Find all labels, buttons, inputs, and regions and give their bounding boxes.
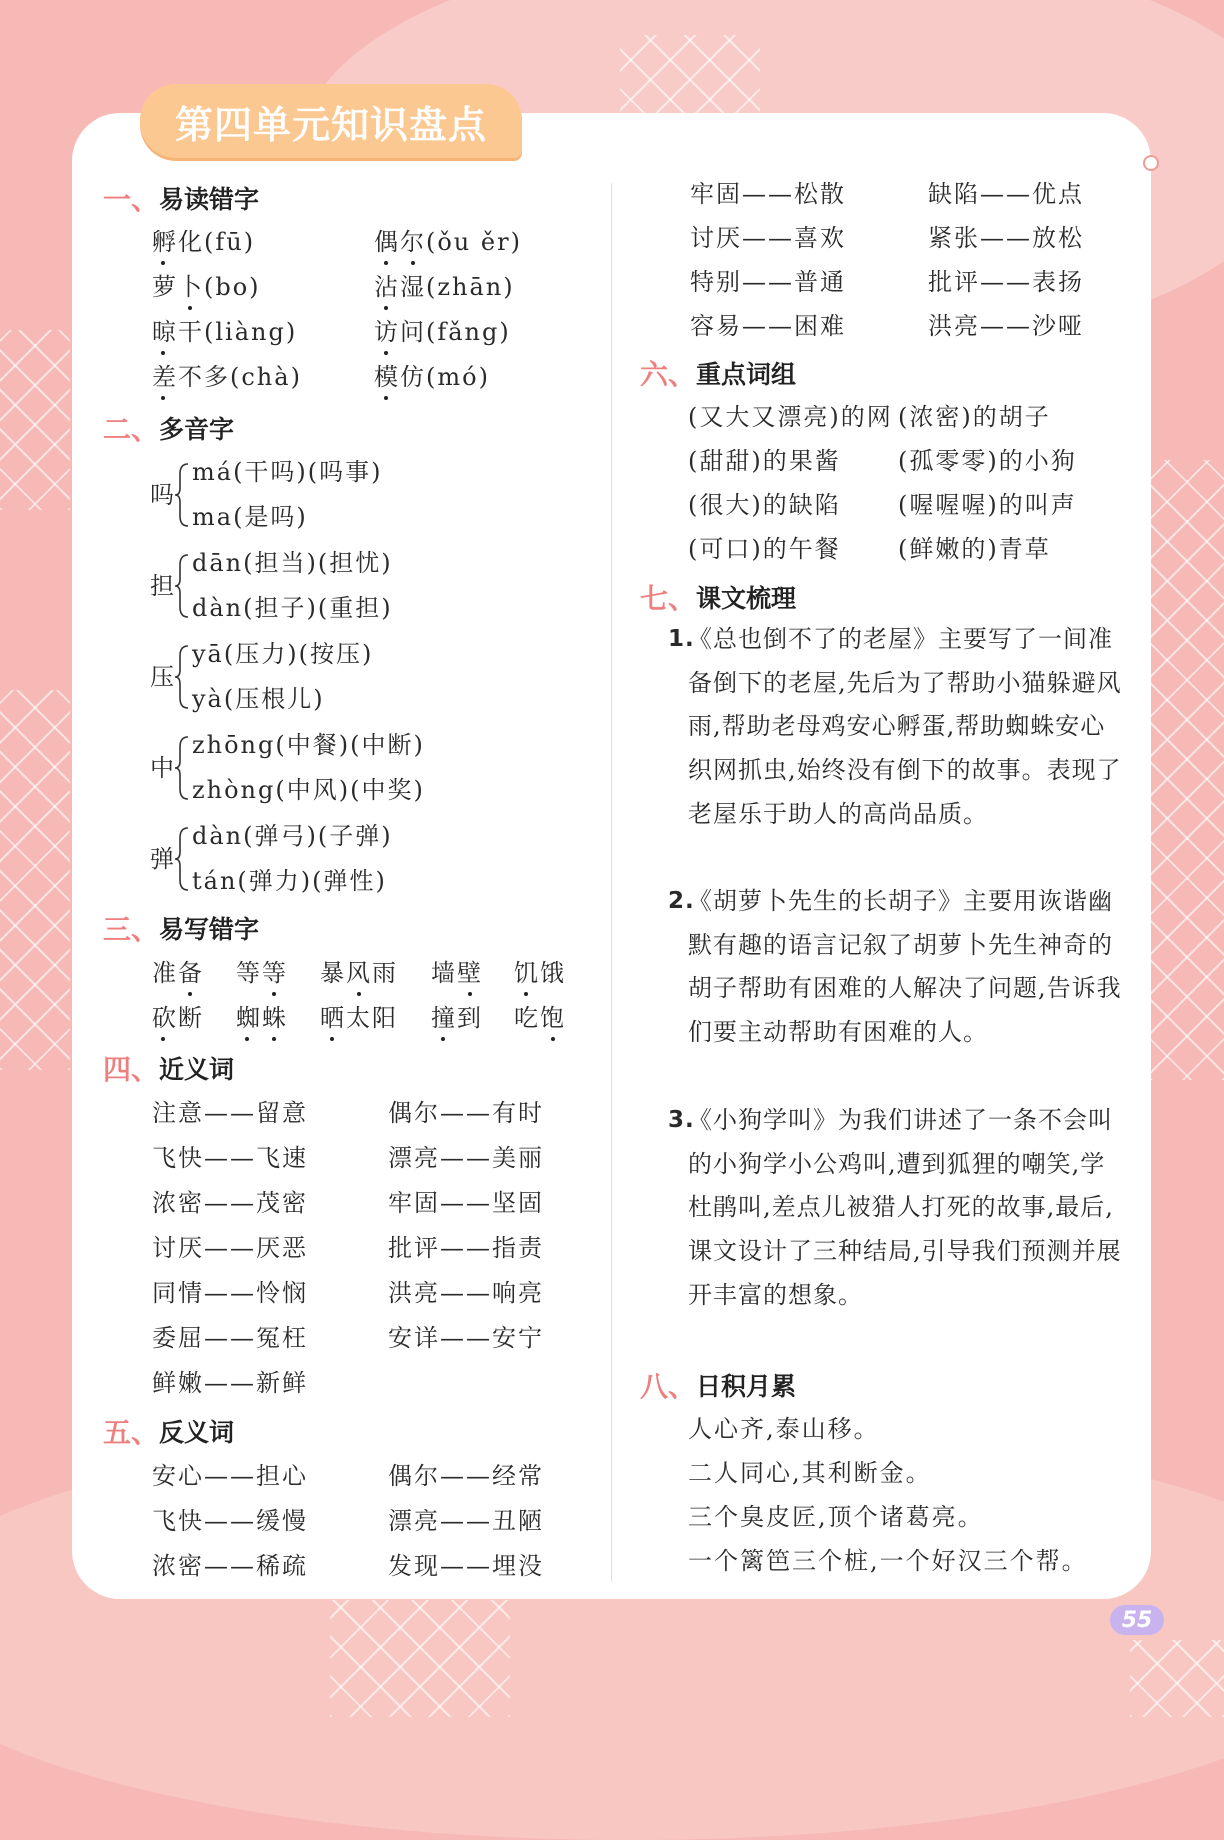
list-item: 准备 — [152, 959, 204, 987]
list-item: 模仿(mó) — [374, 363, 490, 391]
section-title: 多音字 — [159, 415, 235, 444]
list-item: (很大)的缺陷 — [688, 491, 841, 519]
polyphone-char: 吗 — [150, 481, 174, 509]
section-number: 四、 — [103, 1053, 160, 1086]
list-item: 飞快——缓慢 — [152, 1507, 308, 1535]
list-item: 吃饱 — [514, 1004, 566, 1032]
list-item: 墙壁 — [431, 959, 483, 987]
list-item: 特别——普通 — [690, 268, 846, 296]
section-7-header — [640, 577, 796, 617]
section-number: 三、 — [103, 913, 160, 946]
polyphone-reading: zhōng(中餐)(中断) — [192, 731, 425, 759]
section-title: 重点词组 — [696, 360, 797, 389]
story-paragraph — [668, 880, 1128, 1055]
list-item: (浓密)的胡子 — [898, 403, 1051, 431]
list-item: 偶尔——有时 — [388, 1099, 544, 1127]
polyphone-reading: tán(弹力)(弹性) — [192, 867, 387, 895]
story-number: 3. — [668, 1107, 695, 1133]
story-text: 《胡萝卜先生的长胡子》主要用诙谐幽默有趣的语言记叙了胡萝卜先生神奇的胡子帮助有困难的人解决了问题,告诉我们要主动帮助有困难的人。 — [688, 887, 1122, 1047]
polyphone-reading: yā(压力)(按压) — [192, 640, 374, 668]
section-8-header — [640, 1365, 796, 1405]
story-paragraph — [668, 1099, 1128, 1318]
list-item: 访问(fǎng) — [374, 318, 511, 346]
list-item: 容易——困难 — [690, 312, 846, 340]
list-item: 撞到 — [431, 1004, 483, 1032]
grid-pattern — [1150, 460, 1224, 1080]
section-title: 课文梳理 — [696, 584, 797, 613]
list-item: 差不多(chà) — [152, 363, 302, 391]
polyphone-reading: ma(是吗) — [192, 503, 308, 531]
section-title: 近义词 — [159, 1055, 235, 1084]
list-item: (喔喔喔)的叫声 — [898, 491, 1077, 519]
grid-pattern — [0, 330, 70, 510]
list-item: 偶尔(ǒu ěr) — [374, 228, 522, 256]
polyphone-char: 中 — [150, 754, 174, 782]
list-item: 批评——表扬 — [928, 268, 1084, 296]
list-item: (又大又漂亮)的网 — [688, 403, 893, 431]
story-number: 2. — [668, 888, 695, 914]
brace-icon — [174, 826, 190, 892]
page-number: 55 — [1110, 1605, 1164, 1635]
story-text: 《总也倒不了的老屋》主要写了一间准备倒下的老屋,先后为了帮助小猫躲避风雨,帮助老母鸡安心孵蛋,帮助蜘蛛安心织网抓虫,始终没有倒下的故事。表现了老屋乐于助人的高尚品质。 — [688, 625, 1122, 828]
section-title: 易读错字 — [159, 185, 260, 214]
list-item: 暴风雨 — [320, 959, 398, 987]
section-title: 日积月累 — [696, 1372, 797, 1401]
list-item: (可口)的午餐 — [688, 535, 841, 563]
polyphone-char: 担 — [150, 572, 174, 600]
section-number: 五、 — [103, 1416, 160, 1449]
list-item: 孵化(fū) — [152, 228, 256, 256]
list-item: 晒太阳 — [320, 1004, 398, 1032]
list-item: (甜甜)的果酱 — [688, 447, 841, 475]
section-5-header — [103, 1411, 234, 1451]
list-item: 缺陷——优点 — [928, 180, 1084, 208]
list-item: 晾干(liàng) — [152, 318, 298, 346]
grid-pattern — [330, 1600, 510, 1717]
list-item: 偶尔——经常 — [388, 1462, 544, 1490]
list-item: 牢固——坚固 — [388, 1189, 544, 1217]
polyphone-reading: dàn(弹弓)(子弹) — [192, 822, 393, 850]
page-title-tab — [140, 84, 522, 158]
list-item: 萝卜(bo) — [152, 273, 261, 301]
list-item: (孤零零)的小狗 — [898, 447, 1077, 475]
section-number: 六、 — [640, 358, 697, 391]
grid-pattern — [0, 690, 70, 1070]
polyphone-reading: dàn(担子)(重担) — [192, 594, 393, 622]
section-number: 二、 — [103, 413, 160, 446]
list-item: 飞快——飞速 — [152, 1144, 308, 1172]
list-item: 发现——埋没 — [388, 1552, 544, 1580]
brace-icon — [174, 553, 190, 619]
section-number: 一、 — [103, 183, 160, 216]
list-item: 讨厌——厌恶 — [152, 1234, 308, 1262]
story-paragraph — [668, 618, 1128, 837]
section-number: 七、 — [640, 582, 697, 615]
section-2-header — [103, 408, 234, 448]
story-number: 1. — [668, 626, 695, 652]
section-title: 易写错字 — [159, 915, 260, 944]
grid-pattern — [1130, 1640, 1224, 1717]
section-title: 反义词 — [159, 1418, 235, 1447]
list-item: 讨厌——喜欢 — [690, 224, 846, 252]
polyphone-reading: yà(压根儿) — [192, 685, 325, 713]
list-item: 浓密——稀疏 — [152, 1552, 308, 1580]
brace-icon — [174, 735, 190, 801]
list-item: 蜘蛛 — [236, 1004, 288, 1032]
list-item: 三个臭皮匠,顶个诸葛亮。 — [688, 1503, 984, 1531]
polyphone-char: 压 — [150, 663, 174, 691]
list-item: 等等 — [236, 959, 288, 987]
list-item: (鲜嫩的)青草 — [898, 535, 1051, 563]
list-item: 浓密——茂密 — [152, 1189, 308, 1217]
section-4-header — [103, 1048, 234, 1088]
polyphone-reading: zhòng(中风)(中奖) — [192, 776, 425, 804]
list-item: 漂亮——美丽 — [388, 1144, 544, 1172]
polyphone-reading: má(干吗)(吗事) — [192, 458, 383, 486]
list-item: 一个篱笆三个桩,一个好汉三个帮。 — [688, 1547, 1088, 1575]
list-item: 牢固——松散 — [690, 180, 846, 208]
list-item: 洪亮——响亮 — [388, 1279, 544, 1307]
brace-icon — [174, 462, 190, 528]
brace-icon — [174, 644, 190, 710]
list-item: 人心齐,泰山移。 — [688, 1415, 880, 1443]
list-item: 委屈——冤枉 — [152, 1324, 308, 1352]
list-item: 二人同心,其利断金。 — [688, 1459, 932, 1487]
story-text: 《小狗学叫》为我们讲述了一条不会叫的小狗学小公鸡叫,遭到狐狸的嘲笑,学杜鹃叫,差点儿被猎人打死的故事,最后,课文设计了三种结局,引导我们预测并展开丰富的想象。 — [688, 1106, 1122, 1309]
list-item: 砍断 — [152, 1004, 204, 1032]
list-item: 同情——怜悯 — [152, 1279, 308, 1307]
section-3-header — [103, 908, 259, 948]
section-number: 八、 — [640, 1370, 697, 1403]
list-item: 紧张——放松 — [928, 224, 1084, 252]
list-item: 安心——担心 — [152, 1462, 308, 1490]
list-item: 沾湿(zhān) — [374, 273, 515, 301]
decorative-dot — [1143, 155, 1159, 171]
list-item: 安详——安宁 — [388, 1324, 544, 1352]
list-item: 洪亮——沙哑 — [928, 312, 1084, 340]
section-1-header — [103, 178, 259, 218]
column-divider — [611, 183, 612, 1581]
list-item: 批评——指责 — [388, 1234, 544, 1262]
list-item: 饥饿 — [514, 959, 566, 987]
polyphone-char: 弹 — [150, 845, 174, 873]
section-6-header — [640, 353, 796, 393]
list-item: 鲜嫩——新鲜 — [152, 1369, 308, 1397]
page-title: 第四单元知识盘点 — [174, 102, 487, 147]
polyphone-reading: dān(担当)(担忧) — [192, 549, 393, 577]
list-item: 注意——留意 — [152, 1099, 308, 1127]
list-item: 漂亮——丑陋 — [388, 1507, 544, 1535]
